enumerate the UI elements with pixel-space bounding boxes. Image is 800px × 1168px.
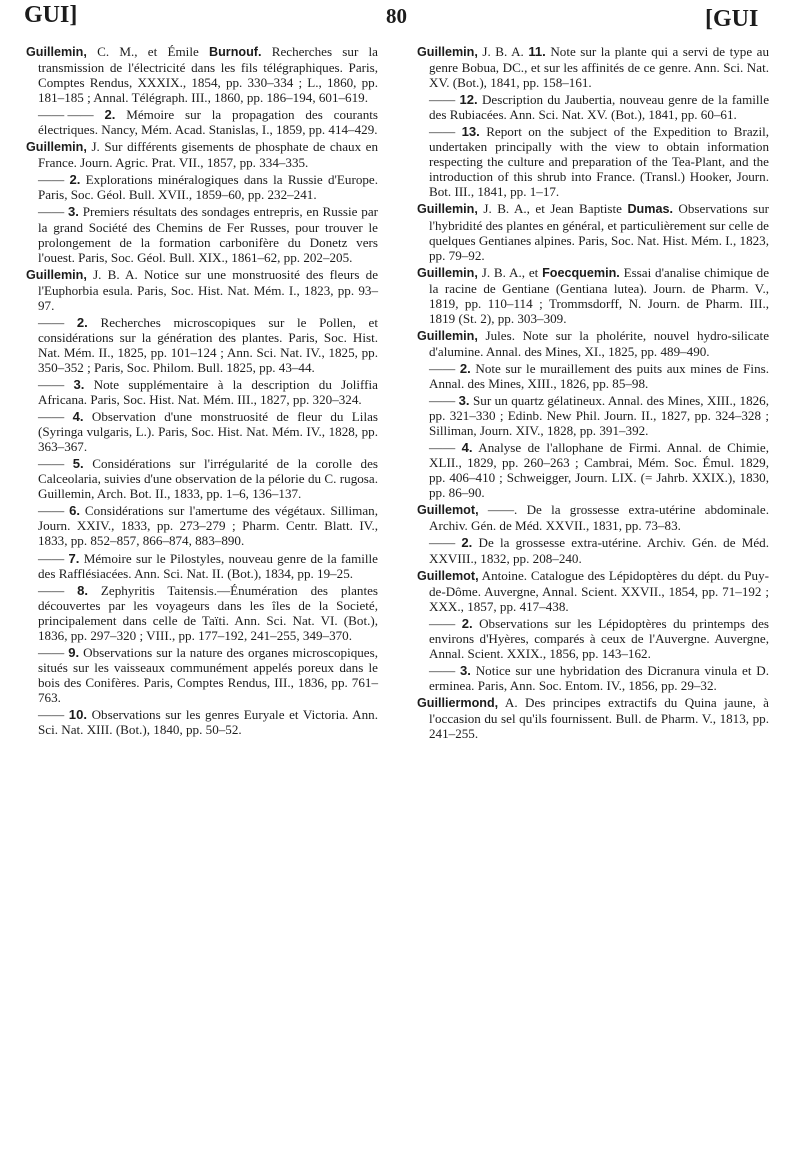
ditto-dash: ——: [429, 92, 456, 108]
entry-text: Observation d'une monstruosité de fleur du Lilas (Syringa vulgaris, L.). Paris, Soc. Hist. Nat. Mém. IV., 1828, pp. 363–367.: [38, 409, 378, 455]
author-surname: Guillemin,: [417, 45, 478, 59]
bibliography-entry: [417, 695, 769, 741]
entry-text: Observations sur les Lépidoptères du printemps des environs d'Hyères, comparés à ceux de l'Auvergne. Auvergne, Annal. Scient. XXIX., 1856, pp. 143–162.: [429, 615, 769, 661]
entry-number: 2.: [76, 314, 88, 330]
coauthor-surname: Foecquemin.: [542, 265, 620, 280]
bibliography-entry: [417, 616, 769, 661]
ditto-dash: ——: [38, 706, 65, 722]
ditto-dash: ——: [429, 615, 456, 631]
ditto-dash: ——: [429, 440, 456, 456]
bibliography-entry: [417, 328, 769, 359]
author-surname: Guilliermond,: [417, 695, 499, 710]
bibliography-entry: [417, 92, 769, 122]
entry-text: Des principes extractifs du Quina jaune, à l'occasion du sel qu'ils fournissent. Bull. de Pharm. V., 1813, pp. 241–255.: [429, 694, 769, 742]
entry-number: 3.: [73, 376, 85, 392]
bibliography-entry: [26, 377, 378, 407]
ditto-dash: —— ——: [38, 107, 94, 123]
ditto-dash: ——: [38, 172, 65, 188]
entry-text: De la grossesse extra-utérine abdominale. Archiv. Gén. de Méd. XXVII., 1831, pp. 73–83.: [429, 502, 769, 534]
author-surname: Guillemin,: [26, 267, 87, 282]
author-surname: Guillemot,: [417, 568, 479, 583]
ditto-dash: ——: [38, 582, 65, 598]
bibliography-entry: [26, 172, 378, 202]
author-surname: Guillemin,: [417, 328, 478, 343]
entry-number: 9.: [68, 644, 80, 660]
bibliography-entry: [26, 409, 378, 454]
right-column: [417, 44, 769, 743]
entry-text: Mémoire sur le Pilostyles, nouveau genre de la famille des Rafflésiacées. Ann. Sci. Nat. II. (Bot.), 1834, pp. 19–25.: [38, 550, 378, 581]
bibliography-entry: [26, 44, 378, 105]
entry-number: 5.: [72, 456, 84, 472]
entry-number: 11.: [528, 44, 546, 59]
bibliography-entry: [26, 267, 378, 313]
entry-text: Zephyritis Taitensis.—Énumération des plantes découvertes par les voyageurs dans les îles de la Societé, principalement dans celle de Taïti. Ann. Sci. Nat. VI. (Bot.), 1836, pp. 297–320 ; VIII., pp. 177–192, 241–255, 349–370.: [38, 582, 378, 643]
entry-number: 10.: [68, 706, 87, 722]
entry-text: Note sur la pholérite, nouvel hydro-silicate d'alumine. Annal. des Mines, XI., 1825, pp. 489–490.: [429, 327, 770, 359]
entry-number: 2.: [461, 615, 473, 631]
author-given-names: J. B. A., et: [481, 264, 539, 280]
entry-text: Report on the subject of the Expedition to Brazil, undertaken principally with the view to obtain information respecting the culture and preparation of the Tea-Plant, and the introduction of this shrub into France. (Transl.) Hooker, Journ. Bot. III., 1841, pp. 1–17.: [429, 124, 769, 200]
entry-text: Sur un quartz gélatineux. Annal. des Mines, XIII., 1826, pp. 321–330 ; Edinb. New Phil. Journ. II., 1827, pp. 324–328 ; Silliman, Journ. XIV., 1828, pp. 391–392.: [429, 393, 769, 439]
bibliography-entry: [26, 645, 378, 705]
entry-text: Notice sur une hybridation des Dicranura vinula et D. erminea. Paris, Ann. Soc. Entom. IV., 1856, pp. 29–32.: [429, 662, 770, 693]
bibliography-entry: [417, 361, 769, 391]
entry-number: 4.: [72, 409, 84, 425]
entry-text: Observations sur la nature des organes microscopiques, situés sur les vaisseaux communément appelés poreux dans le bois des Conifères. Paris, Comptes Rendus, III., 1836, pp. 761–763.: [38, 644, 378, 705]
entry-text: Notice sur une monstruosité des fleurs de l'Euphorbia esula. Paris, Soc. Hist. Nat. Mém. I., 1823, pp. 93–97.: [38, 266, 379, 313]
bibliography-entry: [26, 707, 378, 737]
entry-text: Description du Jaubertia, nouveau genre de la famille des Rubiacées. Ann. Sci. Nat. XV. (Bot.), 1841, pp. 60–61.: [429, 92, 769, 123]
author-given-names: Jules.: [485, 327, 515, 343]
ditto-dash: ——: [429, 393, 456, 409]
entry-number: 2.: [461, 535, 473, 551]
ditto-dash: ——: [38, 503, 65, 519]
ditto-dash: ——: [38, 644, 65, 660]
entry-text: Essai d'analise chimique de la racine de Gentiane (Gentiana lutea). Journ. de Pharm. V., 1819, pp. 110–114 ; Trommsdorff, N. Journ. de Pharm. III., 1819 (St. 2), pp. 303–309.: [429, 264, 769, 326]
entry-number: 3.: [67, 204, 79, 220]
entry-number: 13.: [461, 124, 480, 140]
bibliography-entry: [417, 44, 769, 90]
running-head-left: GUI]: [24, 2, 78, 28]
entry-number: 2.: [459, 360, 471, 376]
bibliography-entry: [417, 535, 769, 565]
author-surname: Guillemin,: [417, 265, 478, 280]
ditto-dash: ——: [429, 535, 456, 551]
ditto-dash: ——: [38, 314, 65, 330]
entry-text: Premiers résultats des sondages entrepris, en Russie par la grand Société des Chemins de Fer Russes, pour trouver le prolongement de la formation carbonifère du Donetz vers l'ouest. Paris, Soc. Géol. Bull. XIX., 1861–62, pp. 202–205.: [38, 204, 378, 265]
ditto-dash: ——: [38, 376, 65, 392]
author-given-names: Antoine.: [481, 567, 528, 583]
entry-text: Considérations sur l'irrégularité de la corolle des Calceolaria, suivies d'une observation de la pélorie du C. rugosa. Guillemin, Arch. Bot. II., 1833, pp. 1–6, 136–137.: [38, 456, 378, 502]
entry-text: Observations sur l'hybridité des plantes en général, et particulièrement sur celle de quelques Gentianes alpines. Paris, Soc. Nat. Hist. Mém. I., 1823, pp. 79–92.: [429, 201, 769, 263]
left-column: [26, 44, 378, 739]
entry-text: Note sur le muraillement des puits aux mines de Fins. Annal. des Mines, XIII., 1826, pp. 85–98.: [429, 360, 769, 391]
running-head-right: [GUI: [705, 6, 759, 32]
bibliography-entry: [26, 315, 378, 375]
entry-text: Recherches microscopiques sur le Pollen, et considérations sur la génération des plantes. Paris, Soc. Hist. Nat. Mém. II., 1825, pp. 101–124 ; Ann. Sci. Nat. IV., 1825, pp. 350–352 ; Paris, Soc. Philom. Bull. 1825, pp. 43–44.: [38, 314, 378, 375]
author-surname: Guillemin,: [26, 140, 87, 155]
entry-text: Explorations minéralogiques dans la Russie d'Europe. Paris, Soc. Géol. Bull. XVII., 1859–60, pp. 232–241.: [38, 172, 379, 203]
author-given-names: A.: [504, 694, 518, 710]
bibliography-entry: [26, 456, 378, 501]
bibliography-entry: [26, 107, 378, 137]
bibliography-entry: [417, 124, 769, 199]
entry-number: 8.: [77, 582, 88, 598]
author-given-names: ——.: [487, 502, 518, 518]
entry-number: 4.: [461, 440, 473, 456]
bibliography-entry: [417, 265, 769, 326]
entry-number: 7.: [68, 550, 80, 566]
author-surname: Guillemot,: [417, 503, 479, 518]
author-given-names: J. B. A.: [93, 266, 138, 282]
coauthor-surname: Burnouf.: [209, 45, 262, 59]
author-surname: Guillemin,: [26, 45, 87, 59]
entry-text: Recherches sur la transmission de l'électricité dans les fils télégraphiques. Paris, Comptes Rendus, XXXIX., 1854, pp. 330–334 ; L., 1860, pp. 181–185 ; Annal. Télégraph. III., 1860, pp. 186–194, 601–619.: [38, 44, 378, 106]
ditto-dash: ——: [38, 204, 65, 220]
entry-text: Note sur la plante qui a servi de type au genre Bobua, DC., et sur les affinités de ce genre. Ann. Sci. Nat. XV. (Bot.), 1841, pp. 158–161.: [429, 44, 770, 91]
ditto-dash: ——: [38, 409, 65, 425]
author-given-names: C. M., et Émile: [97, 44, 199, 59]
entry-text: Catalogue des Lépidoptères du dépt. du Puy-de-Dôme. Auvergne, Annal. Scient. XXVII., 1854, pp. 71–192 ; XXX., 1857, pp. 417–438.: [429, 567, 769, 614]
entry-number: 3.: [458, 393, 470, 409]
entry-text: Sur différents gisements de phosphate de chaux en France. Journ. Agric. Prat. VII., 1857, pp. 334–335.: [38, 139, 379, 171]
entry-number: 2.: [69, 172, 81, 188]
author-given-names: J. B. A.: [482, 44, 524, 59]
entry-text: Note supplémentaire à la description du Joliffia Africana. Paris, Soc. Hist. Nat. Mém. III., 1827, pp. 320–324.: [38, 376, 378, 408]
bibliography-entry: [26, 139, 378, 170]
author-given-names: J.: [91, 139, 100, 155]
entry-number: 3.: [460, 662, 471, 678]
bibliography-entry: [417, 393, 769, 438]
ditto-dash: ——: [38, 456, 65, 472]
bibliography-entry: [417, 201, 769, 262]
entry-number: 2.: [104, 107, 116, 123]
author-given-names: J. B. A., et Jean Baptiste: [483, 201, 622, 217]
bibliography-entry: [26, 503, 378, 548]
bibliography-entry: [417, 663, 769, 693]
ditto-dash: ——: [429, 124, 456, 140]
entry-number: 12.: [459, 92, 478, 108]
author-surname: Guillemin,: [417, 202, 478, 217]
page-number: 80: [386, 4, 407, 28]
entry-number: 6.: [69, 503, 81, 519]
entry-text: Considérations sur l'amertume des végétaux. Silliman, Journ. XXIV., 1833, pp. 273–279 ; Pharm. Centr. Blatt. IV., 1833, pp. 852–857, 866–874, 883–890.: [38, 503, 378, 549]
entry-text: Analyse de l'allophane de Firmi. Annal. de Chimie, XLII., 1829, pp. 260–263 ; Cambrai, Mém. Soc. Émul. 1829, pp. 406–410 ; Schweigger, Journ. LIX. (= Jahrb. XXIX.), 1830, pp. 86–90.: [429, 440, 770, 501]
bibliography-entry: [26, 583, 378, 643]
coauthor-surname: Dumas.: [627, 202, 673, 217]
ditto-dash: ——: [38, 550, 65, 566]
bibliography-entry: [417, 568, 769, 614]
entry-text: Observations sur les genres Euryale et Victoria. Ann. Sci. Nat. XIII. (Bot.), 1840, pp. 50–52.: [38, 706, 378, 738]
ditto-dash: ——: [429, 662, 456, 678]
entry-text: De la grossesse extra-utérine. Archiv. Gén. de Méd. XXVIII., 1832, pp. 208–240.: [429, 535, 769, 566]
bibliography-entry: [417, 502, 769, 533]
entry-text: Mémoire sur la propagation des courants électriques. Nancy, Mém. Acad. Stanislas, I., 1859, pp. 414–429.: [38, 107, 378, 138]
ditto-dash: ——: [429, 360, 456, 376]
bibliography-entry: [26, 204, 378, 264]
bibliography-entry: [417, 440, 769, 500]
bibliography-entry: [26, 551, 378, 581]
